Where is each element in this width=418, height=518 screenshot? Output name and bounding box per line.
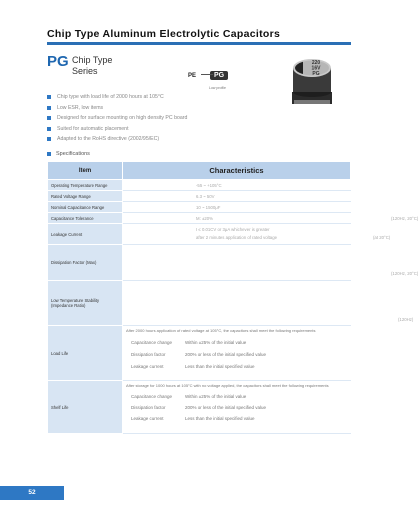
row-label-load-life: Load Life (48, 326, 123, 381)
value-dissipation-cond: (120Hz, 20°C) (391, 271, 418, 276)
value-leakage-1: I ≤ 0.01CV or 3μA whichever is greater (196, 227, 270, 232)
bullet-icon (47, 116, 51, 120)
table-row (48, 326, 351, 381)
row-label-rated-voltage: Rated Voltage Range (48, 191, 123, 202)
feature-item: Suited for automatic placement (47, 124, 187, 135)
bullet-icon (47, 95, 51, 99)
value-load-df-label: Dissipation factor (131, 352, 166, 357)
value-load-df: 200% or less of the initial specified value (185, 352, 267, 357)
series-name-line1: Chip Type (72, 55, 113, 65)
value-cap-tolerance: M: ±20% (196, 216, 213, 221)
feature-item: Adapted to the RoHS directive (2002/95/EC) (47, 134, 187, 145)
value-leakage-2: after 2 minutes application of rated voltage (196, 235, 277, 240)
series-code: PG (47, 53, 69, 70)
page-number: 52 (0, 486, 64, 500)
row-label-op-temp: Operating Temperature Range (48, 180, 123, 191)
row-label-leakage: Leakage Current (48, 224, 123, 245)
value-cap-tolerance-cond: (120Hz, 20°C) (391, 216, 418, 221)
feature-item: Chip type with load life of 2000 hours at 105°C (47, 92, 187, 103)
value-shelf-intro: After storage for 1000 hours at 105°C with no voltage applied, the capacitors shall meet the following requirements (126, 383, 329, 388)
value-shelf-cap-label: Capacitance change (131, 394, 173, 399)
value-load-lc: Less than the initial specified value (185, 364, 255, 369)
flow-from-series: PE (188, 72, 197, 79)
series-name (72, 55, 112, 77)
flow-to-series: PG (210, 71, 228, 80)
flow-note: Low profile (209, 86, 226, 90)
table-row (48, 224, 351, 245)
row-label-dissipation: Dissipation Factor (Max) (48, 245, 123, 281)
value-shelf-df-label: Dissipation factor (131, 405, 166, 410)
feature-item: Low ESR, low items (47, 103, 187, 114)
value-shelf-df: 200% or less of the initial specified value (185, 405, 267, 410)
value-low-temp-cond: (120Hz) (398, 317, 414, 322)
value-load-intro: After 2000 hours application of rated voltage at 105°C, the capacitors shall meet the following requirements (126, 328, 316, 333)
table-row (48, 191, 351, 202)
row-label-low-temp: Low Temperature Stability (Impedance Ratio) (48, 281, 123, 326)
table-row (48, 381, 351, 434)
col-header-characteristics: Characteristics (123, 162, 351, 180)
table-header-row (48, 162, 351, 180)
cap-marking-2: 16V (311, 65, 321, 72)
specifications-table (47, 161, 418, 434)
table-row (48, 202, 351, 213)
value-rated-voltage: 6.3 ~ 50V (196, 194, 215, 199)
bullet-icon (47, 127, 51, 131)
row-label-shelf-life: Shelf Life (48, 381, 123, 434)
flow-arrow-icon (201, 74, 213, 75)
value-load-cap: Within ±25% of the initial value (185, 340, 247, 345)
value-shelf-lc-label: Leakage current (131, 416, 164, 421)
bullet-icon (47, 137, 51, 141)
value-shelf-lc: Less than the initial specified value (185, 416, 255, 421)
col-header-item: Item (48, 162, 123, 180)
page-header-title: Chip Type Aluminum Electrolytic Capacitors (47, 28, 281, 40)
cap-marking-1: 220 (311, 60, 321, 66)
specifications-heading: Specifications (47, 151, 90, 157)
feature-item: Designed for surface mounting on high density PC board (47, 113, 187, 124)
value-nominal-cap: 10 ~ 1500μF (196, 205, 221, 210)
row-label-cap-tolerance: Capacitance Tolerance (48, 213, 123, 224)
value-load-cap-label: Capacitance change (131, 340, 173, 345)
table-row (48, 245, 351, 281)
row-label-nominal-cap: Nominal Capacitance Range (48, 202, 123, 213)
bullet-icon (47, 106, 51, 110)
header-rule (47, 42, 351, 45)
table-row (48, 180, 351, 191)
cap-marking-3: PG (312, 71, 320, 77)
value-load-lc-label: Leakage current (131, 364, 164, 369)
series-flow (188, 71, 228, 80)
value-leakage-cond: (at 20°C) (373, 235, 391, 240)
feature-list (47, 92, 187, 145)
value-shelf-cap: Within ±25% of the initial value (185, 394, 247, 399)
bullet-icon (47, 152, 51, 156)
table-row (48, 281, 351, 326)
capacitor-image (291, 58, 333, 106)
table-row (48, 213, 351, 224)
series-name-line2: Series (72, 66, 98, 76)
value-op-temp: -55 ~ +105°C (196, 183, 222, 188)
